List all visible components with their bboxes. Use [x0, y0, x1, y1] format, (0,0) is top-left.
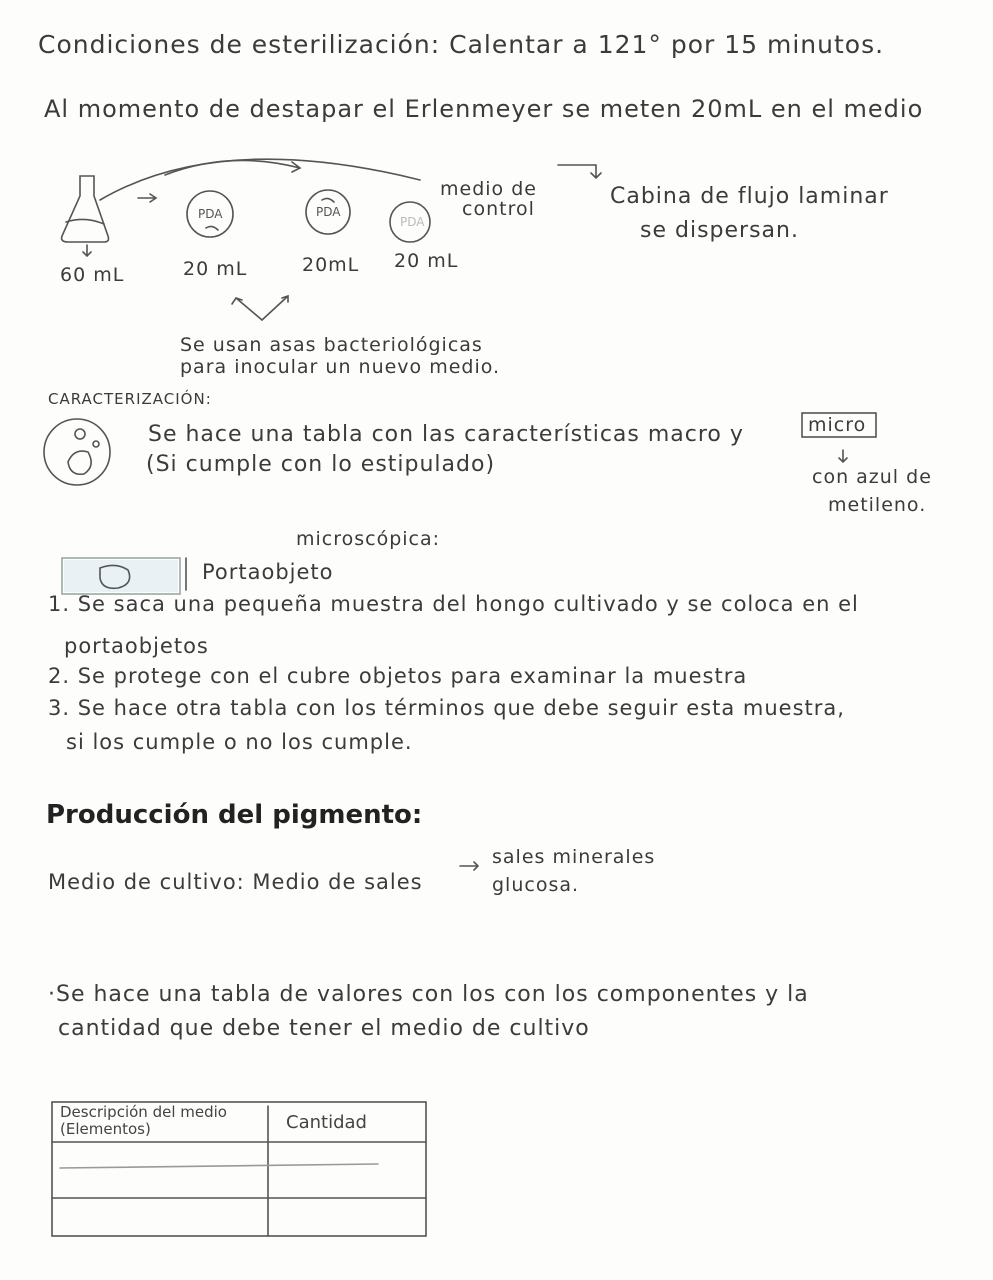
table-header-quantity: Cantidad: [286, 1112, 367, 1133]
flask-volume: 60 mL: [60, 264, 125, 286]
methylene-blue-1: con azul de: [812, 466, 932, 488]
erlenmeyer-note: Al momento de destapar el Erlenmeyer se meten 20mL en el medio: [44, 95, 924, 123]
meets-criteria-note: (Si cumple con lo estipulado): [146, 452, 496, 477]
glucose: glucosa.: [492, 874, 580, 896]
pigment-production-heading: Producción del pigmento:: [46, 800, 423, 830]
mineral-salts: sales minerales: [492, 846, 656, 868]
dish-3-volume: 20 mL: [394, 250, 459, 272]
dish-1-volume: 20 mL: [183, 258, 248, 280]
loops-note-1: Se usan asas bacteriológicas: [180, 334, 483, 356]
methylene-blue-2: metileno.: [828, 494, 927, 516]
step-3-line-2: si los cumple o no los cumple.: [66, 730, 413, 754]
step-3-line-1: 3. Se hace otra tabla con los términos que debe seguir esta muestra,: [48, 696, 845, 720]
control-medium-label-1: medio de: [440, 178, 537, 200]
dispersed-note: se dispersan.: [640, 218, 799, 243]
values-table-note-2: cantidad que debe tener el medio de cultivo: [58, 1016, 590, 1041]
colony-dish-icon: [44, 419, 110, 485]
control-dish: [390, 202, 430, 242]
values-table-note-1: ·Se hace una tabla de valores con los con los componentes y la: [48, 982, 809, 1007]
table-header-description: Descripción del medio (Elementos): [60, 1103, 227, 1138]
step-1-line-2: portaobjetos: [64, 634, 209, 658]
slide-label: Portaobjeto: [202, 560, 334, 584]
characteristics-table-note: Se hace una tabla con las características macro y: [148, 422, 744, 447]
svg-text:PDA: PDA: [316, 205, 341, 219]
svg-text:PDA: PDA: [400, 215, 425, 229]
slide-icon: [62, 558, 186, 594]
micro-box-label: micro: [808, 414, 867, 436]
svg-text:PDA: PDA: [198, 207, 223, 221]
characterization-heading: CARACTERIZACIÓN:: [48, 390, 212, 408]
sterilization-conditions: Condiciones de esterilización: Calentar a 121° por 15 minutos.: [38, 30, 885, 59]
loops-note-2: para inocular un nuevo medio.: [180, 356, 501, 378]
pda-dish-1: [187, 191, 233, 237]
microscopic-heading: microscópica:: [296, 528, 441, 550]
pda-dish-2: [306, 190, 350, 234]
culture-medium: Medio de cultivo: Medio de sales: [48, 870, 423, 894]
erlenmeyer-flask-icon: [62, 176, 109, 256]
laminar-flow-cabin: Cabina de flujo laminar: [610, 184, 889, 209]
control-medium-label-2: control: [462, 198, 535, 220]
step-2: 2. Se protege con el cubre objetos para examinar la muestra: [48, 664, 748, 688]
dish-2-volume: 20mL: [302, 254, 360, 276]
step-1-line-1: 1. Se saca una pequeña muestra del hongo cultivado y se coloca en el: [48, 592, 859, 616]
